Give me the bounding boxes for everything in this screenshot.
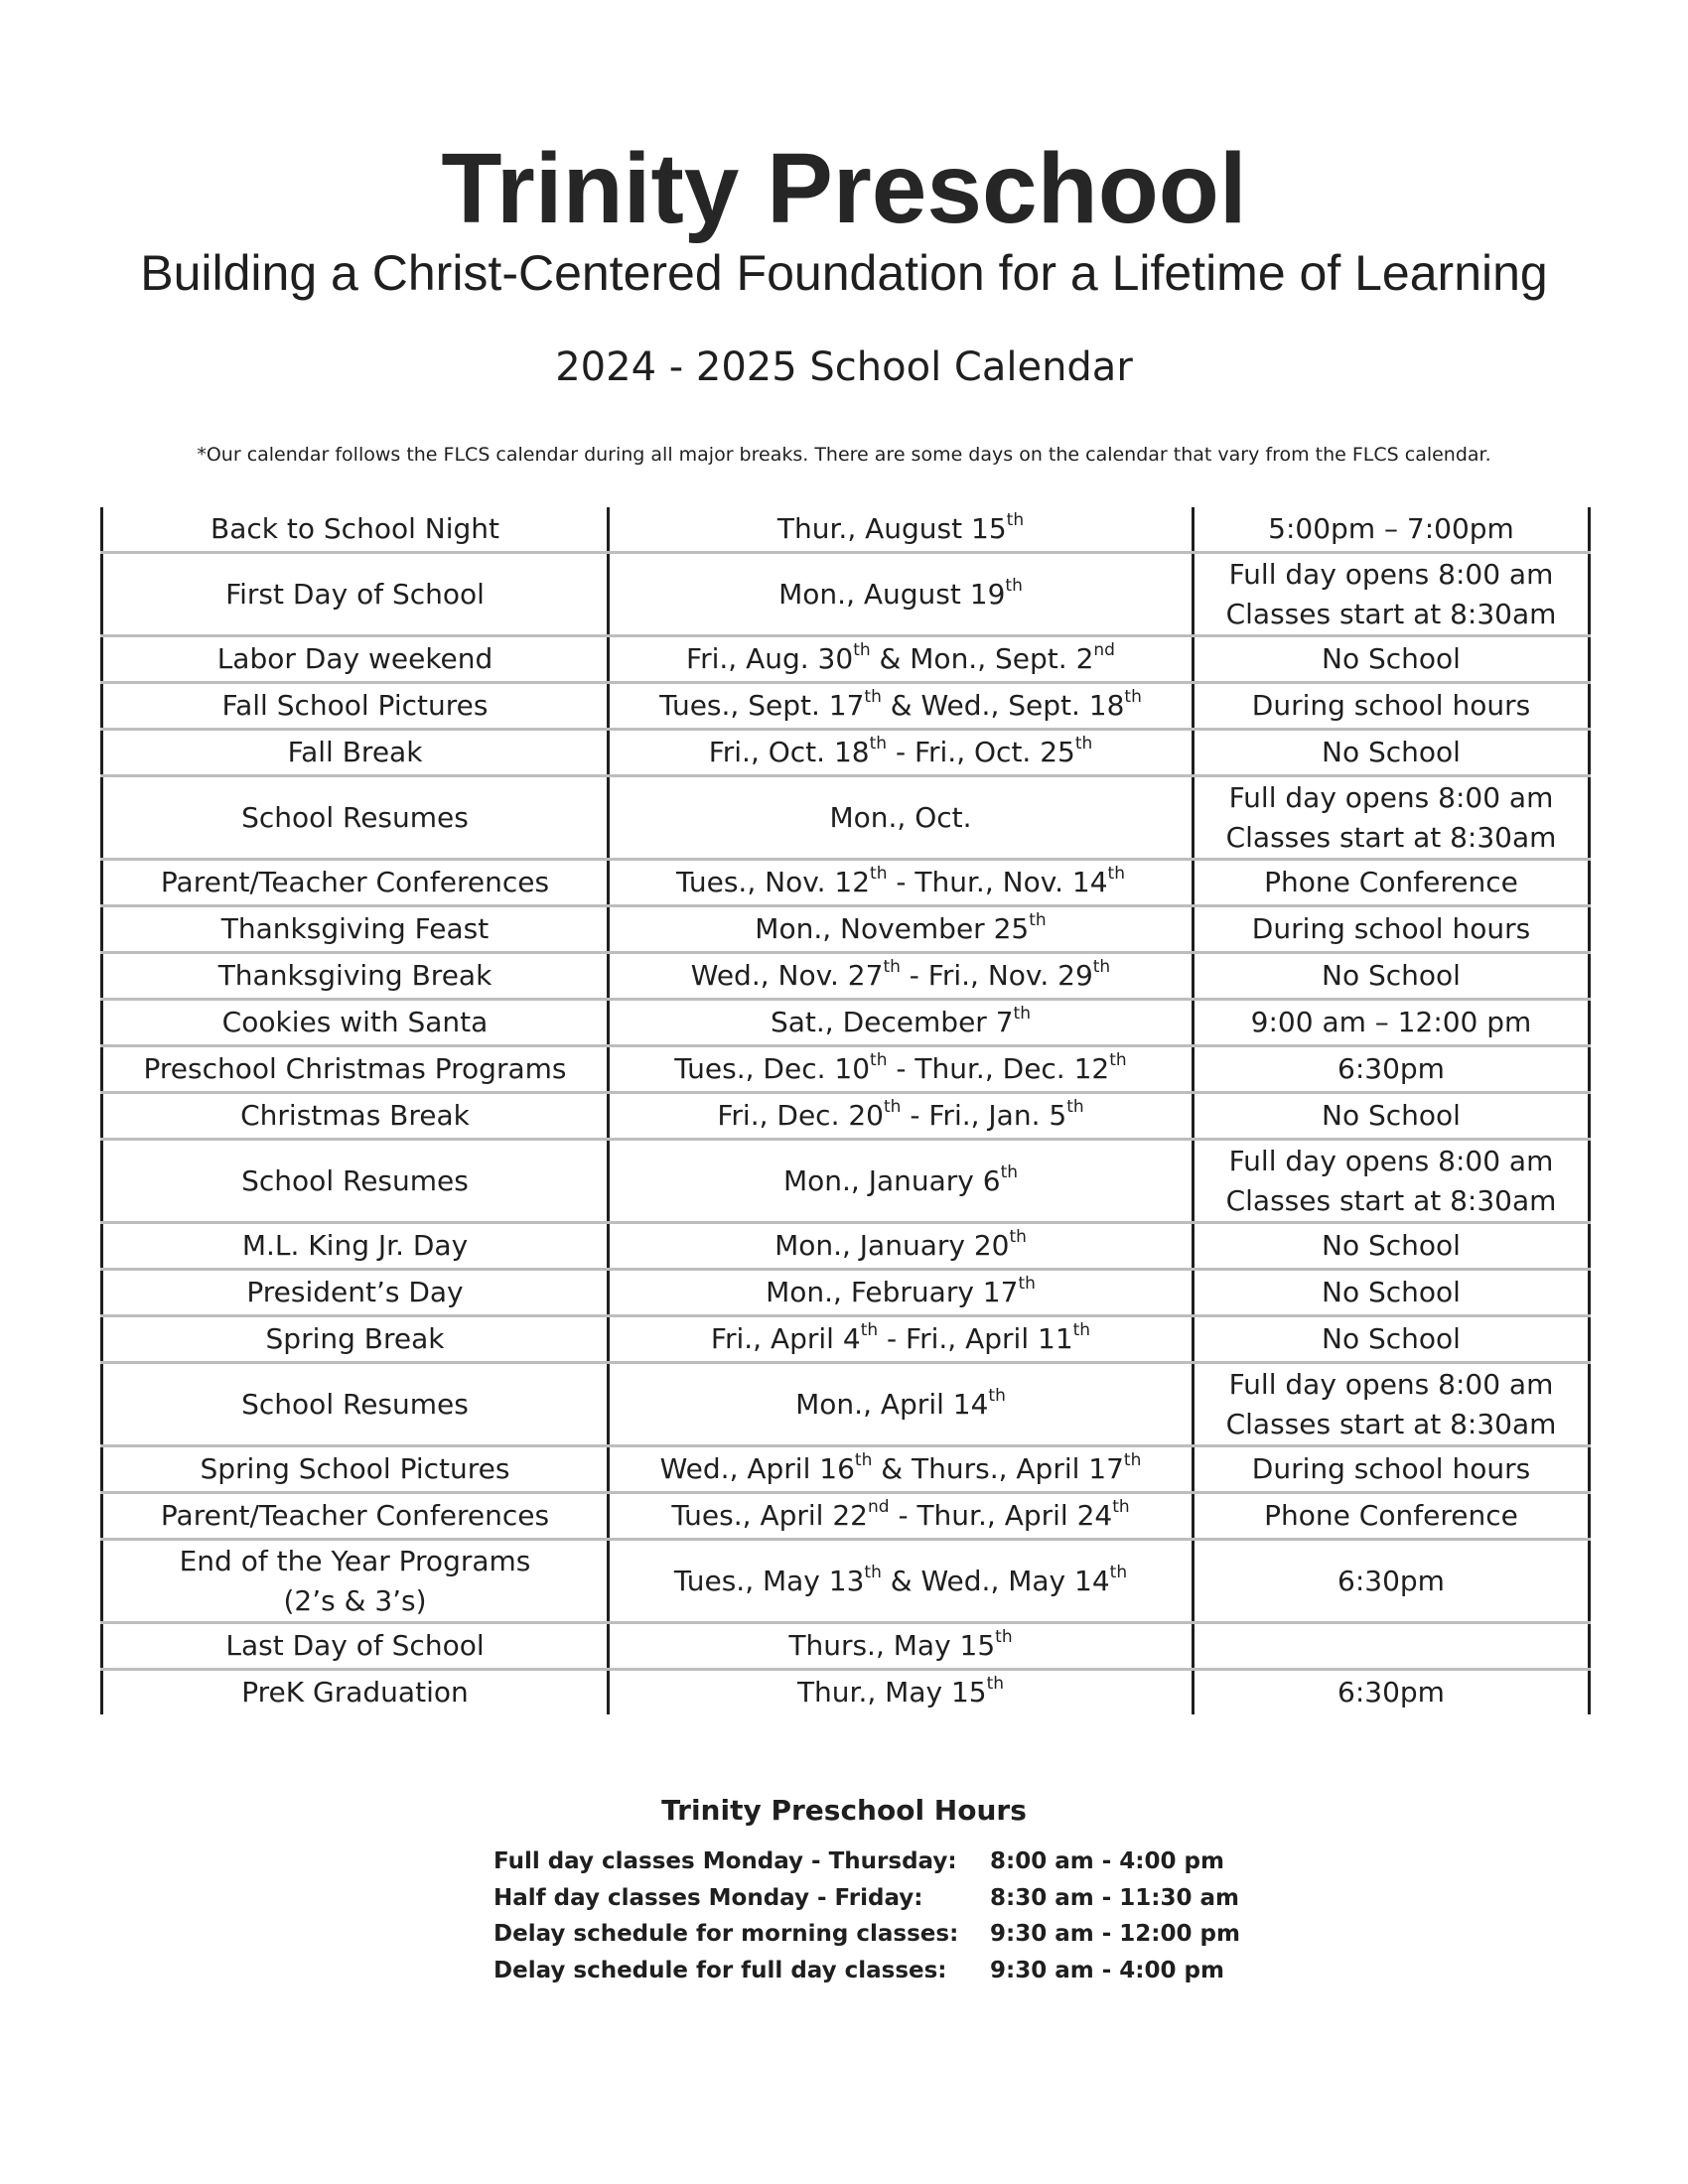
event-cell: First Day of School xyxy=(102,553,609,636)
date-cell: Thur., August 15th xyxy=(609,507,1194,553)
page-title: Trinity Preschool xyxy=(441,133,1247,244)
hours-list xyxy=(493,1848,1288,1993)
event-cell: Spring Break xyxy=(102,1316,609,1363)
calendar-table-body xyxy=(102,507,1590,1714)
date-cell: Thurs., May 15th xyxy=(609,1623,1194,1670)
page-subtitle: Building a Christ-Centered Foundation for a Lifetime of Learning xyxy=(140,245,1548,301)
hours-title: Trinity Preschool Hours xyxy=(661,1794,1027,1827)
event-cell: Fall School Pictures xyxy=(102,683,609,730)
table-row xyxy=(102,1446,1590,1493)
event-cell: PreK Graduation xyxy=(102,1670,609,1715)
table-row xyxy=(102,1623,1590,1670)
date-cell: Mon., Oct. xyxy=(609,776,1194,860)
details-cell: No School xyxy=(1194,1316,1590,1363)
table-row xyxy=(102,1363,1590,1446)
calendar-note: *Our calendar follows the FLCS calendar during all major breaks. There are some days on the calendar that vary from the FLCS calendar. xyxy=(197,444,1491,466)
date-cell: Thur., May 15th xyxy=(609,1670,1194,1715)
hours-value: 8:30 am - 11:30 am xyxy=(990,1884,1239,1911)
details-cell xyxy=(1194,1623,1590,1670)
details-cell: No School xyxy=(1194,953,1590,1000)
details-cell: 6:30pm xyxy=(1194,1670,1590,1715)
date-cell: Tues., Sept. 17th & Wed., Sept. 18th xyxy=(609,683,1194,730)
details-cell: Full day opens 8:00 am Classes start at 8:30am xyxy=(1194,1140,1590,1223)
table-row xyxy=(102,507,1590,553)
event-cell: Parent/Teacher Conferences xyxy=(102,1493,609,1540)
date-cell: Mon., February 17th xyxy=(609,1270,1194,1316)
details-cell: Phone Conference xyxy=(1194,1493,1590,1540)
event-cell: Spring School Pictures xyxy=(102,1446,609,1493)
details-cell: Phone Conference xyxy=(1194,860,1590,906)
event-cell: President’s Day xyxy=(102,1270,609,1316)
details-cell: During school hours xyxy=(1194,1446,1590,1493)
details-cell: 6:30pm xyxy=(1194,1540,1590,1623)
details-cell: 6:30pm xyxy=(1194,1046,1590,1093)
date-cell: Mon., January 20th xyxy=(609,1223,1194,1270)
details-cell: 5:00pm – 7:00pm xyxy=(1194,507,1590,553)
table-row xyxy=(102,730,1590,776)
hours-row xyxy=(493,1921,1288,1958)
details-cell: 9:00 am – 12:00 pm xyxy=(1194,1000,1590,1046)
table-row xyxy=(102,636,1590,683)
date-cell: Mon., August 19th xyxy=(609,553,1194,636)
table-row xyxy=(102,1046,1590,1093)
event-cell: School Resumes xyxy=(102,776,609,860)
table-row xyxy=(102,1670,1590,1715)
table-row xyxy=(102,1270,1590,1316)
table-row xyxy=(102,1540,1590,1623)
hours-label: Delay schedule for morning classes: xyxy=(493,1921,959,1947)
table-row xyxy=(102,1140,1590,1223)
date-cell: Tues., Nov. 12th - Thur., Nov. 14th xyxy=(609,860,1194,906)
details-cell: Full day opens 8:00 am Classes start at 8:30am xyxy=(1194,1363,1590,1446)
hours-value: 8:00 am - 4:00 pm xyxy=(990,1848,1224,1874)
hours-row xyxy=(493,1848,1288,1885)
hours-row xyxy=(493,1958,1288,1994)
event-cell: Christmas Break xyxy=(102,1093,609,1140)
date-cell: Wed., Nov. 27th - Fri., Nov. 29th xyxy=(609,953,1194,1000)
event-cell: End of the Year Programs (2’s & 3’s) xyxy=(102,1540,609,1623)
details-cell: No School xyxy=(1194,730,1590,776)
date-cell: Fri., April 4th - Fri., April 11th xyxy=(609,1316,1194,1363)
event-cell: Thanksgiving Break xyxy=(102,953,609,1000)
table-row xyxy=(102,1316,1590,1363)
calendar-table xyxy=(100,507,1591,1714)
table-row xyxy=(102,1223,1590,1270)
details-cell: No School xyxy=(1194,1270,1590,1316)
table-row xyxy=(102,1493,1590,1540)
table-row xyxy=(102,1000,1590,1046)
hours-value: 9:30 am - 12:00 pm xyxy=(990,1921,1240,1947)
event-cell: M.L. King Jr. Day xyxy=(102,1223,609,1270)
details-cell: During school hours xyxy=(1194,906,1590,953)
hours-label: Full day classes Monday - Thursday: xyxy=(493,1848,957,1874)
event-cell: Parent/Teacher Conferences xyxy=(102,860,609,906)
table-row xyxy=(102,860,1590,906)
table-row xyxy=(102,683,1590,730)
hours-label: Delay schedule for full day classes: xyxy=(493,1957,947,1983)
details-cell: During school hours xyxy=(1194,683,1590,730)
date-cell: Mon., November 25th xyxy=(609,906,1194,953)
table-row xyxy=(102,1093,1590,1140)
event-cell: Cookies with Santa xyxy=(102,1000,609,1046)
date-cell: Wed., April 16th & Thurs., April 17th xyxy=(609,1446,1194,1493)
details-cell: Full day opens 8:00 am Classes start at 8:30am xyxy=(1194,553,1590,636)
event-cell: Thanksgiving Feast xyxy=(102,906,609,953)
table-row xyxy=(102,906,1590,953)
event-cell: Last Day of School xyxy=(102,1623,609,1670)
event-cell: Labor Day weekend xyxy=(102,636,609,683)
details-cell: No School xyxy=(1194,1093,1590,1140)
date-cell: Tues., May 13th & Wed., May 14th xyxy=(609,1540,1194,1623)
details-cell: No School xyxy=(1194,636,1590,683)
date-cell: Fri., Dec. 20th - Fri., Jan. 5th xyxy=(609,1093,1194,1140)
date-cell: Fri., Aug. 30th & Mon., Sept. 2nd xyxy=(609,636,1194,683)
date-cell: Tues., April 22nd - Thur., April 24th xyxy=(609,1493,1194,1540)
event-cell: Preschool Christmas Programs xyxy=(102,1046,609,1093)
event-cell: Back to School Night xyxy=(102,507,609,553)
hours-row xyxy=(493,1885,1288,1922)
date-cell: Tues., Dec. 10th - Thur., Dec. 12th xyxy=(609,1046,1194,1093)
table-row xyxy=(102,553,1590,636)
date-cell: Fri., Oct. 18th - Fri., Oct. 25th xyxy=(609,730,1194,776)
table-row xyxy=(102,776,1590,860)
event-cell: School Resumes xyxy=(102,1140,609,1223)
hours-label: Half day classes Monday - Friday: xyxy=(493,1884,923,1911)
details-cell: No School xyxy=(1194,1223,1590,1270)
date-cell: Mon., January 6th xyxy=(609,1140,1194,1223)
date-cell: Sat., December 7th xyxy=(609,1000,1194,1046)
event-cell: School Resumes xyxy=(102,1363,609,1446)
details-cell: Full day opens 8:00 am Classes start at 8:30am xyxy=(1194,776,1590,860)
hours-value: 9:30 am - 4:00 pm xyxy=(990,1957,1224,1983)
calendar-heading: 2024 - 2025 School Calendar xyxy=(555,344,1133,390)
table-row xyxy=(102,953,1590,1000)
date-cell: Mon., April 14th xyxy=(609,1363,1194,1446)
event-cell: Fall Break xyxy=(102,730,609,776)
